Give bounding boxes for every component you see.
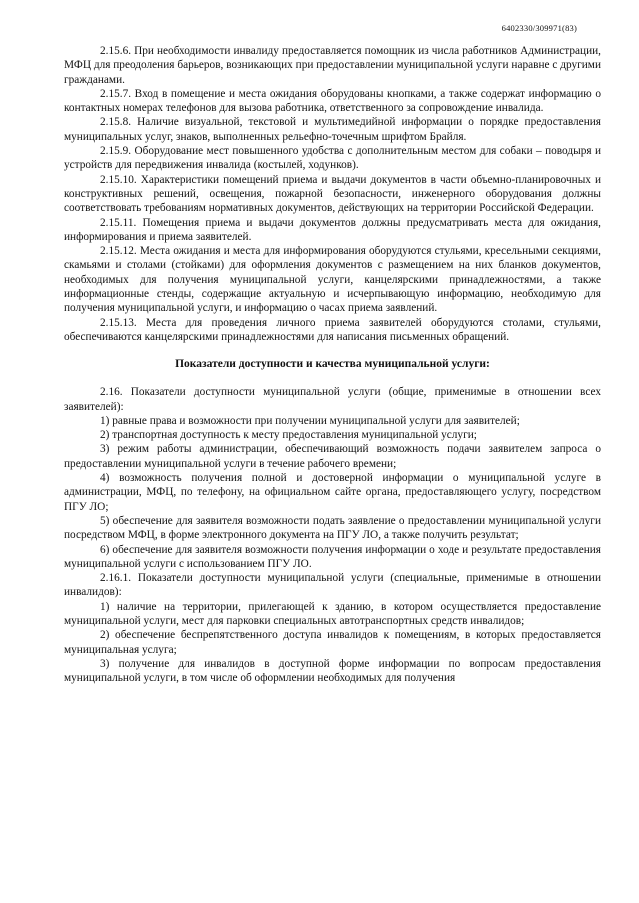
paragraph: 2.15.12. Места ожидания и места для информирования оборудуются стульями, кресельными секциями, скамьями и столами (стойками) для оформления документов с размещением на них бланков документов, необходимых для получения муниципальной услуги, канцелярскими принадлежностями, а также информационные стенды, содержащие актуальную и исчерпывающую информацию, необходимую для получения муниципальной услуги, и информацию о часах приема заявлений.	[64, 245, 601, 315]
list-item: 1) наличие на территории, прилегающей к зданию, в котором осуществляется предоставление муниципальной услуги, мест для парковки специальных автотранспортных средств инвалидов;	[64, 600, 601, 627]
list-item: 5) обеспечение для заявителя возможности подать заявление о предоставлении муниципальной услуги посредством МФЦ, в форме электронного документа на ПГУ ЛО, а также получить результат;	[64, 514, 601, 542]
document-id: 6402330/309971(83)	[501, 23, 577, 33]
paragraph: 2.15.13. Места для проведения личного приема заявителей оборудуются столами, стульями, обеспечиваются канцелярскими принадлежностями для написания письменных обращений.	[64, 316, 601, 343]
paragraph: 2.15.7. Вход в помещение и места ожидания оборудованы кнопками, а также содержат информацию о контактных номерах телефонов для вызова работника, ответственного за сопровождение инвалида.	[64, 87, 601, 115]
list-item: 3) режим работы администрации, обеспечивающий возможность подачи заявителем запроса о предоставлении муниципальной услуги в течение рабочего времени;	[64, 443, 601, 470]
paragraph: 2.15.11. Помещения приема и выдачи документов должны предусматривать места для ожидания, информирования и приема заявителей.	[64, 216, 601, 243]
list-item: 6) обеспечение для заявителя возможности получения информации о ходе и результате предоставления муниципальной услуги с использованием ПГУ ЛО.	[64, 543, 601, 570]
list-item: 2) транспортная доступность к месту предоставления муниципальной услуги;	[100, 429, 477, 442]
list-item: 2) обеспечение беспрепятственного доступа инвалидов к помещениям, в которых предоставляется муниципальная услуга;	[64, 629, 601, 656]
list-item: 4) возможность получения полной и достоверной информации о муниципальной услуге в администрации, МФЦ, по телефону, на официальном сайте органа, предоставляющего услугу, посредством ПГУ ЛО;	[64, 472, 601, 513]
paragraph: 2.16.1. Показатели доступности муниципальной услуги (специальные, применимые в отношении инвалидов):	[64, 572, 601, 599]
paragraph: 2.15.8. Наличие визуальной, текстовой и мультимедийной информации о порядке предоставления муниципальных услуг, знаков, выполненных рельефно-точечным шрифтом Брайля.	[64, 116, 601, 143]
document-body	[64, 44, 601, 685]
paragraph: 2.15.10. Характеристики помещений приема и выдачи документов в части объемно-планировочных и конструктивных решений, освещения, пожарной безопасности, инженерного оборудования должны соответствовать требованиям нормативных документов, действующих на территории Российской Федерации.	[64, 173, 601, 215]
paragraph: 2.16. Показатели доступности муниципальной услуги (общие, применимые в отношении всех заявителей):	[64, 386, 601, 413]
list-item: 1) равные права и возможности при получении муниципальной услуги для заявителей;	[100, 414, 520, 427]
list-item: 3) получение для инвалидов в доступной форме информации по вопросам предоставления муниципальной услуги, в том числе об оформлении необходимых для получения	[64, 657, 601, 685]
paragraph: 2.15.9. Оборудование мест повышенного удобства с дополнительным местом для собаки – поводыря и устройств для передвижения инвалида (костылей, ходунков).	[64, 145, 601, 172]
section-title: Показатели доступности и качества муниципальной услуги:	[175, 358, 490, 371]
paragraph: 2.15.6. При необходимости инвалиду предоставляется помощник из числа работников Администрации, МФЦ для преодоления барьеров, возникающих при предоставлении муниципальной услуги наравне с другими гражданами.	[64, 45, 601, 86]
